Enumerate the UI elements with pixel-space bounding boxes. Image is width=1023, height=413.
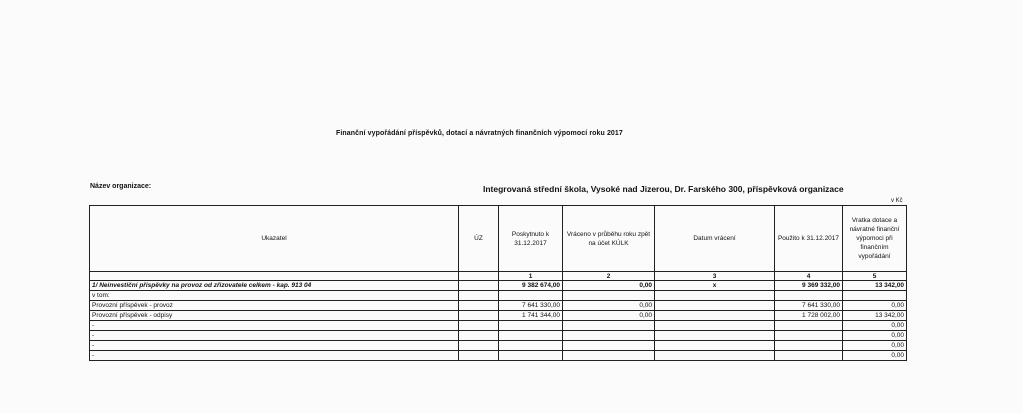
- row-pouzito: [775, 291, 843, 301]
- row-vratka: 0,00: [843, 321, 907, 331]
- row-pouzito: 1 728 002,00: [775, 311, 843, 321]
- row-vraceno: [563, 321, 655, 331]
- header-row: [90, 206, 907, 272]
- row-uz: [459, 291, 499, 301]
- index-row: [90, 272, 907, 281]
- table-row: [90, 311, 907, 321]
- row-uz: [459, 321, 499, 331]
- row-uz: [459, 281, 499, 291]
- row-uz: [459, 351, 499, 361]
- header-pouzito: Použito k 31.12.2017: [775, 206, 843, 272]
- row-label: -: [90, 321, 459, 331]
- row-vratka: 0,00: [843, 351, 907, 361]
- row-uz: [459, 331, 499, 341]
- row-poskytnuto: 9 382 674,00: [499, 281, 563, 291]
- row-vraceno: [563, 351, 655, 361]
- row-label: Provozní příspěvek - odpisy: [90, 311, 459, 321]
- row-datum: x: [655, 281, 775, 291]
- row-poskytnuto: [499, 291, 563, 301]
- currency-unit: v Kč: [891, 198, 903, 204]
- row-poskytnuto: 1 741 344,00: [499, 311, 563, 321]
- row-datum: [655, 341, 775, 351]
- row-label: 1/ Neinvestiční příspěvky na provoz od zřizovatele celkem - kap. 913 04: [90, 281, 459, 291]
- row-poskytnuto: [499, 321, 563, 331]
- row-pouzito: 9 369 332,00: [775, 281, 843, 291]
- row-uz: [459, 311, 499, 321]
- index-cell: 5: [843, 272, 907, 281]
- header-datum: Datum vrácení: [655, 206, 775, 272]
- index-cell: 2: [563, 272, 655, 281]
- row-label: v tom:: [90, 291, 459, 301]
- header-uz: ÚZ: [459, 206, 499, 272]
- row-poskytnuto: [499, 341, 563, 351]
- index-cell: 1: [499, 272, 563, 281]
- header-vraceno: Vráceno v průběhu roku zpět na účet KÚLK: [563, 206, 655, 272]
- row-pouzito: [775, 341, 843, 351]
- index-cell: 4: [775, 272, 843, 281]
- table-row: [90, 341, 907, 351]
- row-vraceno: [563, 341, 655, 351]
- row-vratka: 13 342,00: [843, 311, 907, 321]
- header-ukazatel: Ukazatel: [90, 206, 459, 272]
- table-row: [90, 351, 907, 361]
- row-vratka: 0,00: [843, 341, 907, 351]
- row-poskytnuto: [499, 331, 563, 341]
- row-datum: [655, 311, 775, 321]
- row-datum: [655, 301, 775, 311]
- index-cell: 3: [655, 272, 775, 281]
- table-row: [90, 301, 907, 311]
- row-pouzito: [775, 321, 843, 331]
- header-vratka: Vratka dotace a návratné finanční výpomoci při finančním vypořádání: [843, 206, 907, 272]
- row-uz: [459, 301, 499, 311]
- row-vraceno: 0,00: [563, 311, 655, 321]
- row-vraceno: 0,00: [563, 281, 655, 291]
- settlement-table: [89, 205, 907, 361]
- table-row: [90, 281, 907, 291]
- row-datum: [655, 331, 775, 341]
- organization-label: Název organizace:: [90, 183, 152, 190]
- row-datum: [655, 291, 775, 301]
- row-vraceno: 0,00: [563, 301, 655, 311]
- row-uz: [459, 341, 499, 351]
- document-title: Finanční vypořádání příspěvků, dotací a návratných finančních výpomocí roku 2017: [336, 130, 623, 137]
- row-poskytnuto: [499, 351, 563, 361]
- table-row: [90, 331, 907, 341]
- table-row: [90, 321, 907, 331]
- row-datum: [655, 321, 775, 331]
- row-label: -: [90, 341, 459, 351]
- row-vraceno: [563, 291, 655, 301]
- row-label: -: [90, 351, 459, 361]
- row-pouzito: 7 641 330,00: [775, 301, 843, 311]
- row-label: -: [90, 331, 459, 341]
- row-vratka: 0,00: [843, 301, 907, 311]
- row-pouzito: [775, 351, 843, 361]
- row-vratka: [843, 291, 907, 301]
- header-poskytnuto: Poskytnuto k 31.12.2017: [499, 206, 563, 272]
- organization-name: Integrovaná střední škola, Vysoké nad Jizerou, Dr. Farského 300, příspěvková organizace: [483, 184, 844, 194]
- row-vratka: 13 342,00: [843, 281, 907, 291]
- row-vraceno: [563, 331, 655, 341]
- row-label: Provozní příspěvek - provoz: [90, 301, 459, 311]
- row-vratka: 0,00: [843, 331, 907, 341]
- row-datum: [655, 351, 775, 361]
- row-poskytnuto: 7 641 330,00: [499, 301, 563, 311]
- table-row: [90, 291, 907, 301]
- row-pouzito: [775, 331, 843, 341]
